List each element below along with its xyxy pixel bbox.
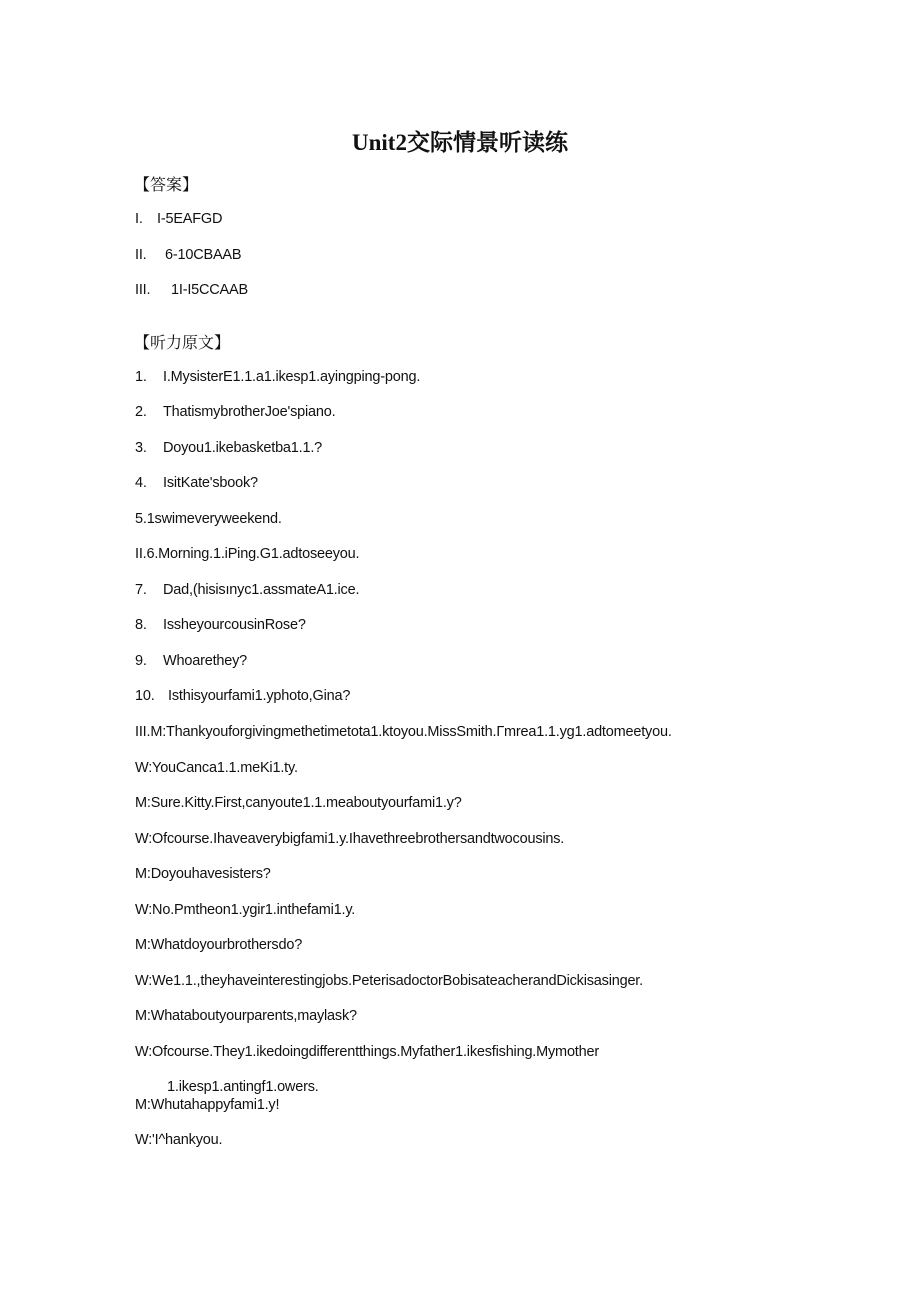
dialogue-line-continuation: 1.ikesp1.antingf1.owers. xyxy=(167,1079,319,1095)
transcript-number: 8. xyxy=(135,617,147,633)
transcript-number: 1. xyxy=(135,369,147,385)
transcript-number: 3. xyxy=(135,440,147,456)
transcript-text: Dad,(hisisınyc1.assmateA1.ice. xyxy=(163,582,360,598)
dialogue-line: III.M:Thankyouforgivingmethetimetota1.ktoyou.MissSmith.Гmrea1.1.yg1.adtomeetyou. xyxy=(135,724,672,740)
transcript-heading: 【听力原文】 xyxy=(134,333,231,352)
dialogue-line: M:Sure.Kitty.First,canyoute1.1.meaboutyourfami1.y? xyxy=(135,795,462,811)
dialogue-line: M:Doyouhavesisters? xyxy=(135,866,271,882)
answer-number: II. xyxy=(135,247,147,263)
answers-heading: 【答案】 xyxy=(134,175,199,194)
dialogue-line: M:Whataboutyourparents,maylask? xyxy=(135,1008,357,1024)
transcript-text: IsitKate'sbook? xyxy=(163,475,258,491)
transcript-text: Doyou1.ikebasketba1.1.? xyxy=(163,440,323,456)
transcript-text: Whoarethey? xyxy=(163,653,248,669)
transcript-text: II.6.Morning.1.iPing.G1.adtoseeyou. xyxy=(135,546,360,562)
dialogue-line: W:YouCanca1.1.meKi1.ty. xyxy=(135,760,298,776)
dialogue-line: W:Ofcourse.Ihaveaverybigfami1.y.Ihavethreebrothersandtwocousins. xyxy=(135,831,565,847)
transcript-item xyxy=(135,475,258,491)
page-title: Unit2交际情景听读练 xyxy=(352,130,568,155)
transcript-number: 9. xyxy=(135,653,147,669)
transcript-text: I.MysisterE1.1.a1.ikesp1.ayingping-pong. xyxy=(163,369,421,385)
answer-item xyxy=(135,211,222,227)
transcript-item xyxy=(135,511,282,527)
transcript-item xyxy=(135,653,247,669)
transcript-text: 5.1swimeveryweekend. xyxy=(135,511,282,527)
transcript-text: Isthisyourfami1.yphoto,Gina? xyxy=(168,688,351,704)
dialogue-line: W:No.Pmtheon1.ygir1.inthefami1.y. xyxy=(135,902,356,918)
dialogue-line: W:Ofcourse.They1.ikedoingdifferentthings.Myfather1.ikesfishing.Mymother xyxy=(135,1044,599,1060)
answer-item xyxy=(135,247,241,263)
answer-text: 6-10CBAAB xyxy=(165,247,242,263)
transcript-text: ThatismybrotherJoe'spiano. xyxy=(163,404,336,420)
transcript-number: 7. xyxy=(135,582,147,598)
transcript-text: IssheyourcousinRose? xyxy=(163,617,306,633)
transcript-item xyxy=(135,404,335,420)
answer-number: III. xyxy=(135,282,151,298)
dialogue-line: W:We1.1.,theyhaveinterestingjobs.PeterisadoctorBobisateacherandDickisasinger. xyxy=(135,973,643,989)
transcript-item xyxy=(135,369,420,385)
transcript-number: 2. xyxy=(135,404,147,420)
dialogue-line: M:Whutahappyfami1.y! xyxy=(135,1097,280,1113)
transcript-item xyxy=(135,617,306,633)
answer-text: 1I-I5CCAAB xyxy=(171,282,248,298)
dialogue-line: W:'I^hankyou. xyxy=(135,1132,223,1148)
answer-text: I-5EAFGD xyxy=(157,211,223,227)
transcript-item xyxy=(135,546,359,562)
transcript-item xyxy=(135,582,359,598)
answer-number: I. xyxy=(135,211,143,227)
transcript-item xyxy=(135,688,350,704)
transcript-item xyxy=(135,440,322,456)
answer-item xyxy=(135,282,248,298)
transcript-number: 10. xyxy=(135,688,155,704)
transcript-number: 4. xyxy=(135,475,147,491)
dialogue-line: M:Whatdoyourbrothersdo? xyxy=(135,937,303,953)
